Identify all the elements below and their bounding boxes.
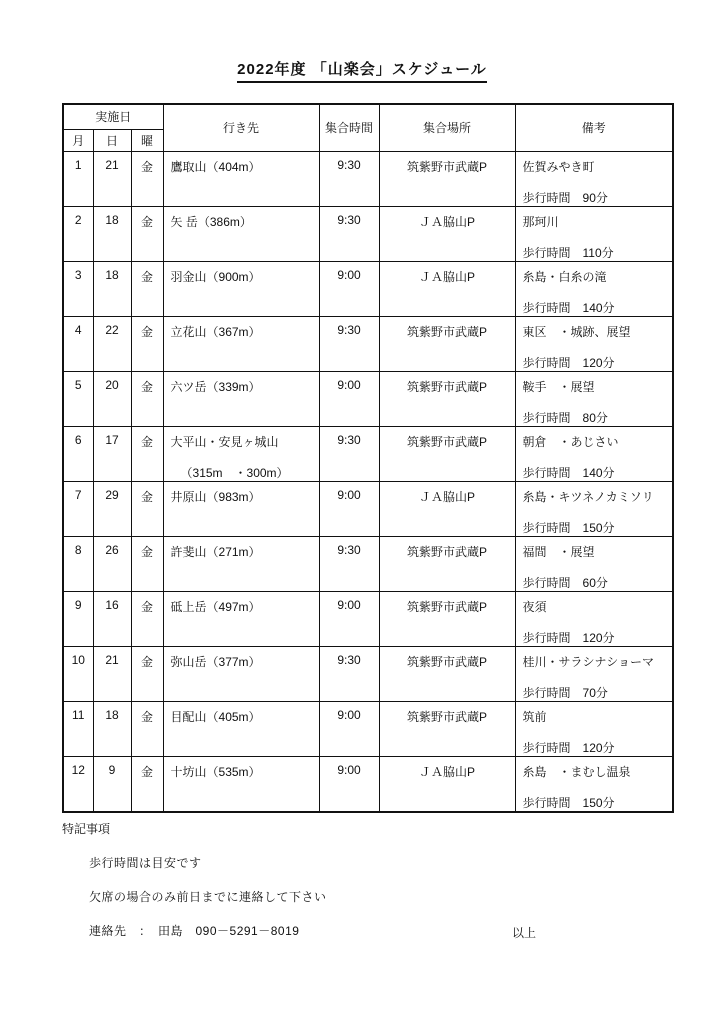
month-cell: 4 — [63, 316, 93, 371]
meeting-place-cell: 筑紫野市武蔵P — [379, 316, 515, 371]
weekday-cell: 金 — [131, 316, 163, 371]
table-row — [63, 371, 673, 426]
destination-cell: 大平山・安見ヶ城山 （315m ・300m） — [163, 426, 319, 481]
day-cell: 29 — [93, 481, 131, 536]
meeting-time-cell: 9:30 — [319, 151, 379, 206]
month-cell: 6 — [63, 426, 93, 481]
schedule-table — [62, 103, 674, 813]
destination-cell: 六ツ岳（339m） — [163, 371, 319, 426]
destination-cell: 許斐山（271m） — [163, 536, 319, 591]
notes-section — [62, 820, 327, 956]
header-row-1 — [63, 104, 673, 129]
table-row — [63, 261, 673, 316]
meeting-time-cell: 9:00 — [319, 701, 379, 756]
remarks-cell: 筑前 歩行時間 120分 — [515, 701, 673, 756]
meeting-place-cell: 筑紫野市武蔵P — [379, 536, 515, 591]
header-destination: 行き先 — [163, 104, 319, 151]
destination-cell: 鷹取山（404m） — [163, 151, 319, 206]
destination-cell: 立花山（367m） — [163, 316, 319, 371]
header-weekday: 曜 — [131, 129, 163, 151]
month-cell: 8 — [63, 536, 93, 591]
weekday-cell: 金 — [131, 591, 163, 646]
notes-heading: 特記事項 — [62, 822, 111, 836]
meeting-place-cell: ＪＡ脇山P — [379, 756, 515, 812]
month-cell: 1 — [63, 151, 93, 206]
note-line: 歩行時間は目安です — [89, 856, 202, 870]
remarks-cell: 東区 ・城跡、展望 歩行時間 120分 — [515, 316, 673, 371]
meeting-time-cell: 9:00 — [319, 261, 379, 316]
table-row — [63, 646, 673, 701]
weekday-cell: 金 — [131, 206, 163, 261]
meeting-place-cell: ＪＡ脇山P — [379, 261, 515, 316]
day-cell: 18 — [93, 206, 131, 261]
weekday-cell: 金 — [131, 426, 163, 481]
day-cell: 21 — [93, 646, 131, 701]
month-cell: 11 — [63, 701, 93, 756]
destination-cell: 弥山岳（377m） — [163, 646, 319, 701]
weekday-cell: 金 — [131, 261, 163, 316]
remarks-cell: 那珂川 歩行時間 110分 — [515, 206, 673, 261]
header-meeting-time: 集合時間 — [319, 104, 379, 151]
table-row — [63, 756, 673, 812]
table-row — [63, 316, 673, 371]
meeting-time-cell: 9:30 — [319, 536, 379, 591]
remarks-cell: 糸島 ・まむし温泉 歩行時間 150分 — [515, 756, 673, 812]
meeting-time-cell: 9:30 — [319, 316, 379, 371]
month-cell: 9 — [63, 591, 93, 646]
schedule-body — [63, 151, 673, 812]
month-cell: 2 — [63, 206, 93, 261]
month-cell: 5 — [63, 371, 93, 426]
weekday-cell: 金 — [131, 756, 163, 812]
meeting-time-cell: 9:00 — [319, 481, 379, 536]
destination-cell: 目配山（405m） — [163, 701, 319, 756]
table-row — [63, 591, 673, 646]
meeting-place-cell: 筑紫野市武蔵P — [379, 701, 515, 756]
meeting-time-cell: 9:30 — [319, 646, 379, 701]
month-cell: 3 — [63, 261, 93, 316]
weekday-cell: 金 — [131, 536, 163, 591]
table-row — [63, 481, 673, 536]
destination-cell: 砥上岳（497m） — [163, 591, 319, 646]
meeting-time-cell: 9:30 — [319, 426, 379, 481]
table-row — [63, 151, 673, 206]
header-meeting-place: 集合場所 — [379, 104, 515, 151]
remarks-cell: 糸島・白糸の滝 歩行時間 140分 — [515, 261, 673, 316]
destination-cell: 井原山（983m） — [163, 481, 319, 536]
day-cell: 16 — [93, 591, 131, 646]
page-title: 2022年度 「山楽会」スケジュール — [237, 58, 487, 83]
remarks-cell: 鞍手 ・展望 歩行時間 80分 — [515, 371, 673, 426]
remarks-cell: 糸島・キツネノカミソリ 歩行時間 150分 — [515, 481, 673, 536]
header-date-group: 実施日 — [63, 104, 163, 129]
day-cell: 26 — [93, 536, 131, 591]
day-cell: 21 — [93, 151, 131, 206]
destination-cell: 羽金山（900m） — [163, 261, 319, 316]
note-line: 連絡先 ： 田島 090－5291－8019 — [89, 924, 300, 938]
day-cell: 20 — [93, 371, 131, 426]
header-day: 日 — [93, 129, 131, 151]
meeting-place-cell: 筑紫野市武蔵P — [379, 151, 515, 206]
remarks-cell: 朝倉 ・あじさい 歩行時間 140分 — [515, 426, 673, 481]
weekday-cell: 金 — [131, 151, 163, 206]
header-remarks: 備考 — [515, 104, 673, 151]
meeting-place-cell: 筑紫野市武蔵P — [379, 591, 515, 646]
destination-cell: 矢 岳（386m） — [163, 206, 319, 261]
weekday-cell: 金 — [131, 646, 163, 701]
title-row — [0, 58, 724, 83]
remarks-cell: 夜須 歩行時間 120分 — [515, 591, 673, 646]
day-cell: 17 — [93, 426, 131, 481]
meeting-place-cell: 筑紫野市武蔵P — [379, 371, 515, 426]
meeting-time-cell: 9:00 — [319, 756, 379, 812]
month-cell: 10 — [63, 646, 93, 701]
weekday-cell: 金 — [131, 701, 163, 756]
day-cell: 18 — [93, 261, 131, 316]
meeting-place-cell: 筑紫野市武蔵P — [379, 426, 515, 481]
table-row — [63, 701, 673, 756]
meeting-place-cell: ＪＡ脇山P — [379, 206, 515, 261]
meeting-time-cell: 9:30 — [319, 206, 379, 261]
table-row — [63, 426, 673, 481]
weekday-cell: 金 — [131, 481, 163, 536]
month-cell: 12 — [63, 756, 93, 812]
day-cell: 22 — [93, 316, 131, 371]
meeting-time-cell: 9:00 — [319, 591, 379, 646]
weekday-cell: 金 — [131, 371, 163, 426]
meeting-place-cell: ＪＡ脇山P — [379, 481, 515, 536]
month-cell: 7 — [63, 481, 93, 536]
day-cell: 9 — [93, 756, 131, 812]
meeting-time-cell: 9:00 — [319, 371, 379, 426]
header-month: 月 — [63, 129, 93, 151]
closing-text: 以上 — [512, 926, 537, 940]
table-row — [63, 536, 673, 591]
remarks-cell: 佐賀みやき町 歩行時間 90分 — [515, 151, 673, 206]
day-cell: 18 — [93, 701, 131, 756]
table-row — [63, 206, 673, 261]
destination-cell: 十坊山（535m） — [163, 756, 319, 812]
note-line: 欠席の場合のみ前日までに連絡して下さい — [89, 890, 327, 904]
remarks-cell: 福間 ・展望 歩行時間 60分 — [515, 536, 673, 591]
remarks-cell: 桂川・サラシナショーマ 歩行時間 70分 — [515, 646, 673, 701]
meeting-place-cell: 筑紫野市武蔵P — [379, 646, 515, 701]
